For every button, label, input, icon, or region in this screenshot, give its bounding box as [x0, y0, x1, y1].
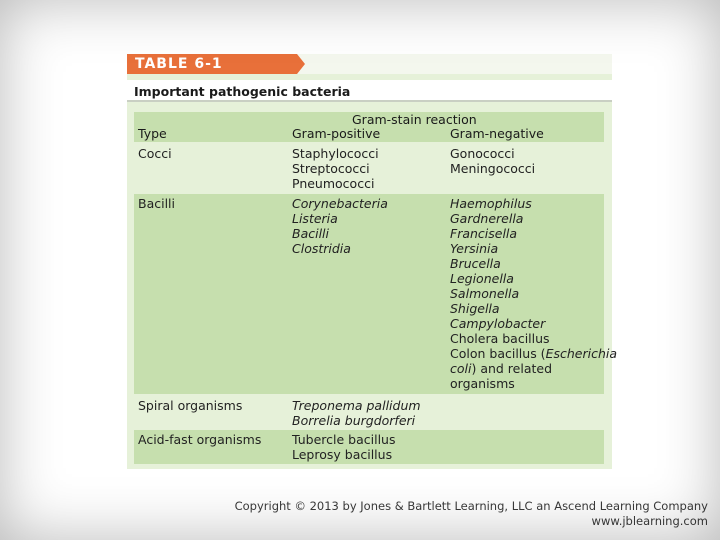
table-tab-arrow	[297, 54, 305, 74]
organism-text: Colon bacillus (	[450, 346, 546, 361]
organism: Brucella	[450, 256, 501, 271]
organism: Campylobacter	[450, 316, 546, 331]
organism: Bacilli	[292, 226, 329, 241]
cell-type	[138, 196, 175, 211]
table-row-acid-fast	[134, 430, 604, 464]
cell-gram-positive	[292, 146, 379, 191]
publisher-website: www.jblearning.com	[591, 514, 708, 528]
organism: Gonococci	[450, 146, 515, 161]
type-label: Acid-fast organisms	[138, 432, 262, 447]
table-6-1	[127, 54, 618, 469]
organism: Pneumococci	[292, 176, 375, 191]
organism: Treponema pallidum	[292, 398, 421, 413]
table-row-bacilli	[134, 194, 618, 394]
type-label: Cocci	[138, 146, 172, 161]
column-header-gram-negative: Gram-negative	[450, 126, 544, 141]
table-caption: Important pathogenic bacteria	[134, 84, 351, 99]
organism: Cholera bacillus	[450, 331, 550, 346]
organism: Meningococci	[450, 161, 536, 176]
cell-gram-negative	[450, 146, 535, 176]
cell-gram-positive	[292, 432, 395, 462]
organism: Haemophilus	[450, 196, 532, 211]
cell-type	[138, 398, 242, 413]
organism: Legionella	[450, 271, 514, 286]
table-number-label: TABLE 6-1	[127, 54, 297, 74]
table-number-strip	[127, 54, 612, 74]
organism: Staphylococci	[292, 146, 379, 161]
organism: Salmonella	[450, 286, 520, 301]
cell-type	[138, 146, 172, 161]
cell-type	[138, 432, 261, 447]
copyright-text: Copyright © 2013 by Jones & Bartlett Learning, LLC an Ascend Learning Company	[234, 499, 708, 513]
cell-gram-negative	[450, 196, 617, 391]
table-header	[134, 112, 604, 142]
organism-genus: Escherichia	[545, 346, 618, 361]
organism: Shigella	[450, 301, 500, 316]
group-heading-gram-stain: Gram-stain reaction	[352, 112, 477, 127]
column-header-gram-positive: Gram-positive	[292, 126, 381, 141]
table-row-cocci	[134, 144, 604, 192]
type-label: Bacilli	[138, 196, 175, 211]
organism-species: coli	[450, 361, 472, 376]
table-row-spiral	[134, 396, 604, 430]
organism-colon-bacillus-cont	[450, 361, 617, 376]
column-header-type: Type	[138, 126, 167, 141]
organism: Clostridia	[292, 241, 351, 256]
organism: Borrelia burgdorferi	[292, 413, 416, 428]
organism: Listeria	[292, 211, 338, 226]
organism: Corynebacteria	[292, 196, 388, 211]
cell-gram-positive	[292, 196, 388, 256]
cell-gram-positive	[292, 398, 421, 428]
table-caption-bar	[127, 80, 612, 102]
organism: Tubercle bacillus	[292, 432, 396, 447]
organism-text: ) and related	[471, 361, 553, 376]
organism: Gardnerella	[450, 211, 524, 226]
copyright-footer	[235, 499, 708, 529]
organism: Leprosy bacillus	[292, 447, 393, 462]
organism: Yersinia	[450, 241, 499, 256]
type-label: Spiral organisms	[138, 398, 243, 413]
organism: organisms	[450, 376, 515, 391]
organism-colon-bacillus	[450, 346, 617, 361]
organism: Francisella	[450, 226, 518, 241]
organism: Streptococci	[292, 161, 370, 176]
